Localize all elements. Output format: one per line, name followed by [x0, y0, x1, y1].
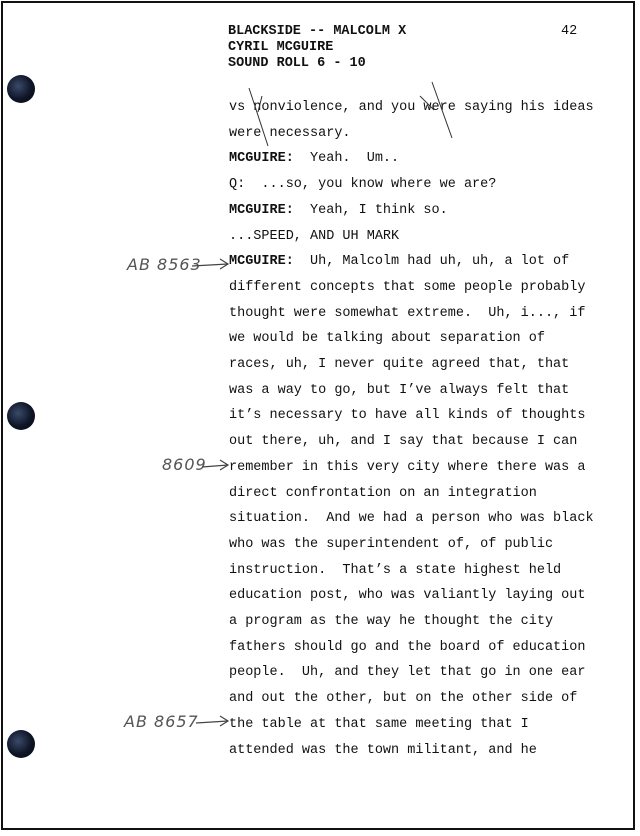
line-text: fathers should go and the board of education	[229, 640, 586, 655]
line-text: people. Uh, and they let that go in one ear	[229, 665, 586, 680]
line-text: education post, who was valiantly laying out	[229, 588, 586, 603]
line-text: were necessary.	[229, 126, 351, 141]
speaker-label: MCGUIRE:	[229, 203, 294, 218]
line-text: who was the superintendent of, of public	[229, 537, 554, 552]
header-sound-roll: SOUND ROLL 6 - 10	[228, 56, 366, 71]
line-text: different concepts that some people probably	[229, 280, 586, 295]
line-text: out there, uh, and I say that because I can	[229, 434, 578, 449]
line-text: was a way to go, but I’ve always felt that	[229, 383, 570, 398]
line-text: the table at that same meeting that I	[229, 717, 529, 732]
line-text: thought were somewhat extreme. Uh, i..., if	[229, 306, 586, 321]
line-text: ...SPEED, AND UH MARK	[229, 229, 400, 244]
speaker-label: MCGUIRE:	[229, 151, 294, 166]
speaker-label: MCGUIRE:	[229, 254, 294, 269]
line-text: and out the other, but on the other side of	[229, 691, 578, 706]
margin-note-ab-8563: AB 8563	[127, 255, 202, 274]
margin-note-8609: 8609	[162, 455, 207, 474]
margin-arrows	[192, 259, 228, 726]
line-text: Yeah, I think so.	[293, 203, 448, 218]
line-text: Yeah. Um..	[293, 151, 400, 166]
line-text: remember in this very city where there was a	[229, 460, 586, 475]
line-text: races, uh, I never quite agreed that, that	[229, 357, 570, 372]
line-text: Uh, Malcolm had uh, uh, a lot of	[293, 254, 570, 269]
pen-strike-marks	[249, 82, 452, 146]
header-interviewee: CYRIL MCGUIRE	[228, 40, 334, 55]
line-text: a program as the way he thought the city	[229, 614, 554, 629]
line-text: vs nonviolence, and you were saying his ideas	[229, 100, 594, 115]
line-text: it’s necessary to have all kinds of thoughts	[229, 408, 586, 423]
page-number: 42	[561, 24, 578, 39]
line-text: direct confrontation on an integration	[229, 486, 537, 501]
line-text: attended was the town militant, and he	[229, 743, 537, 758]
margin-note-ab-8657: AB 8657	[124, 712, 199, 731]
line-text: situation. And we had a person who was black	[229, 511, 594, 526]
line-text: Q: ...so, you know where we are?	[229, 177, 497, 192]
line-text: we would be talking about separation of	[229, 331, 545, 346]
header-title: BLACKSIDE -- MALCOLM X	[228, 24, 407, 39]
line-text: instruction. That’s a state highest held	[229, 563, 562, 578]
